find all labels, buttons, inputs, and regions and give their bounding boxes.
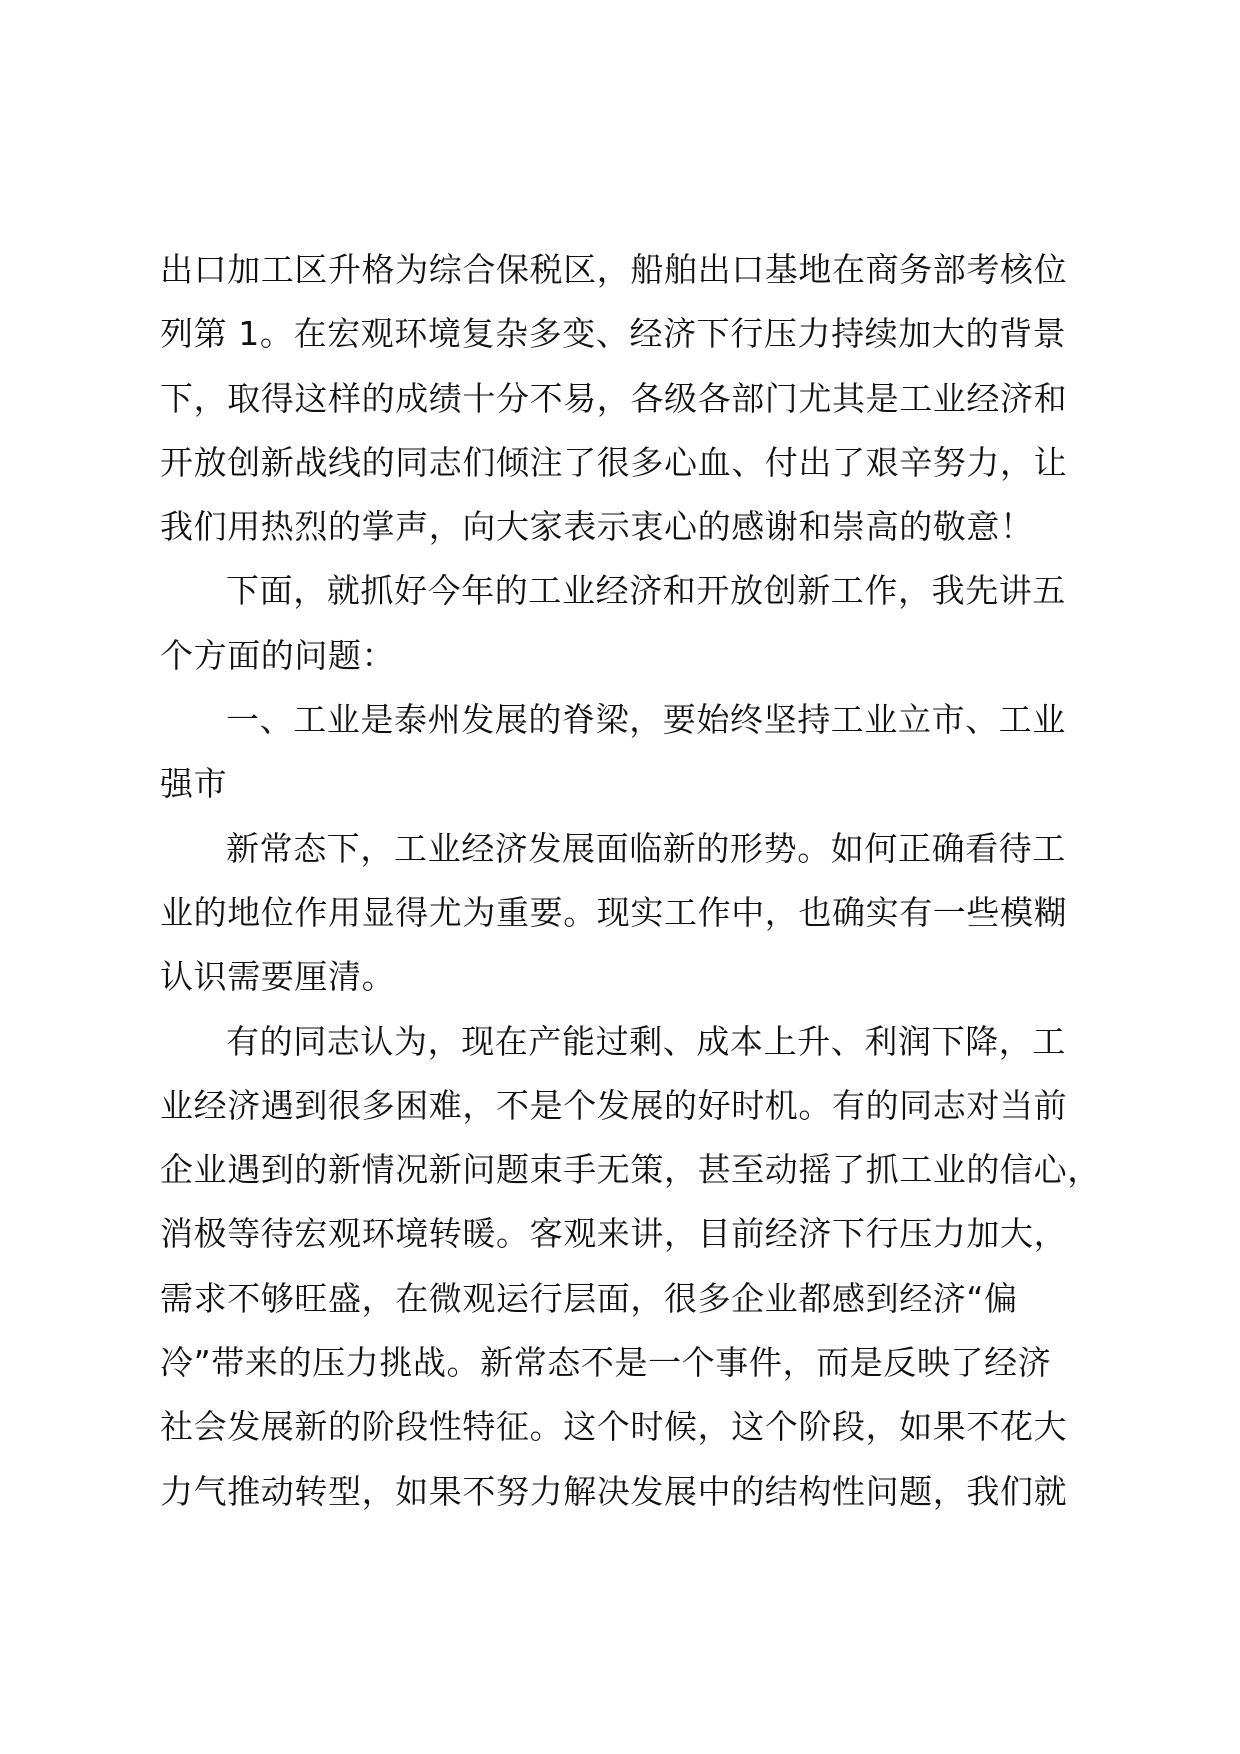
text-line: 开放创新战线的同志们倾注了很多心血、付出了艰辛努力，让	[160, 442, 1068, 482]
body-text	[160, 238, 1120, 1524]
text-line: 业经济遇到很多困难，不是个发展的好时机。有的同志对当前	[160, 1085, 1068, 1125]
text-line: 需求不够旺盛，在微观运行层面，很多企业都感到经济“偏	[160, 1278, 1018, 1318]
text-line: 业的地位作用显得尤为重要。现实工作中，也确实有一些模糊	[160, 892, 1068, 932]
text-line: 下，取得这样的成绩十分不易，各级各部门尤其是工业经济和	[160, 378, 1068, 418]
text-line: 企业遇到的新情况新问题束手无策，甚至动摇了抓工业的信心，	[160, 1150, 1101, 1190]
section-heading-line: 一、工业是泰州发展的脊梁，要始终坚持工业立市、工业	[226, 700, 1066, 740]
text-line: 有的同志认为，现在产能过剩、成本上升、利润下降，工	[226, 1021, 1066, 1061]
section-heading-line: 强市	[160, 764, 228, 804]
text-line: 认识需要厘清。	[160, 957, 396, 997]
text-line: 我们用热烈的掌声，向大家表示衷心的感谢和崇高的敬意！	[160, 507, 1034, 547]
text-line: 下面，就抓好今年的工业经济和开放创新工作，我先讲五	[226, 571, 1066, 611]
text-line: 力气推动转型，如果不努力解决发展中的结构性问题，我们就	[160, 1471, 1068, 1511]
text-line: 冷”带来的压力挑战。新常态不是一个事件，而是反映了经济	[160, 1343, 1052, 1383]
text-line: 消极等待宏观环境转暖。客观来讲，目前经济下行压力加大，	[160, 1214, 1068, 1254]
text-line: 新常态下，工业经济发展面临新的形势。如何正确看待工	[226, 828, 1066, 868]
text-line: 列第 1。在宏观环境复杂多变、经济下行压力持续加大的背景	[160, 314, 1067, 354]
text-line: 出口加工区升格为综合保税区，船舶出口基地在商务部考核位	[160, 250, 1068, 289]
text-line: 社会发展新的阶段性特征。这个时候，这个阶段，如果不花大	[160, 1407, 1068, 1447]
text-line: 个方面的问题：	[160, 635, 396, 675]
